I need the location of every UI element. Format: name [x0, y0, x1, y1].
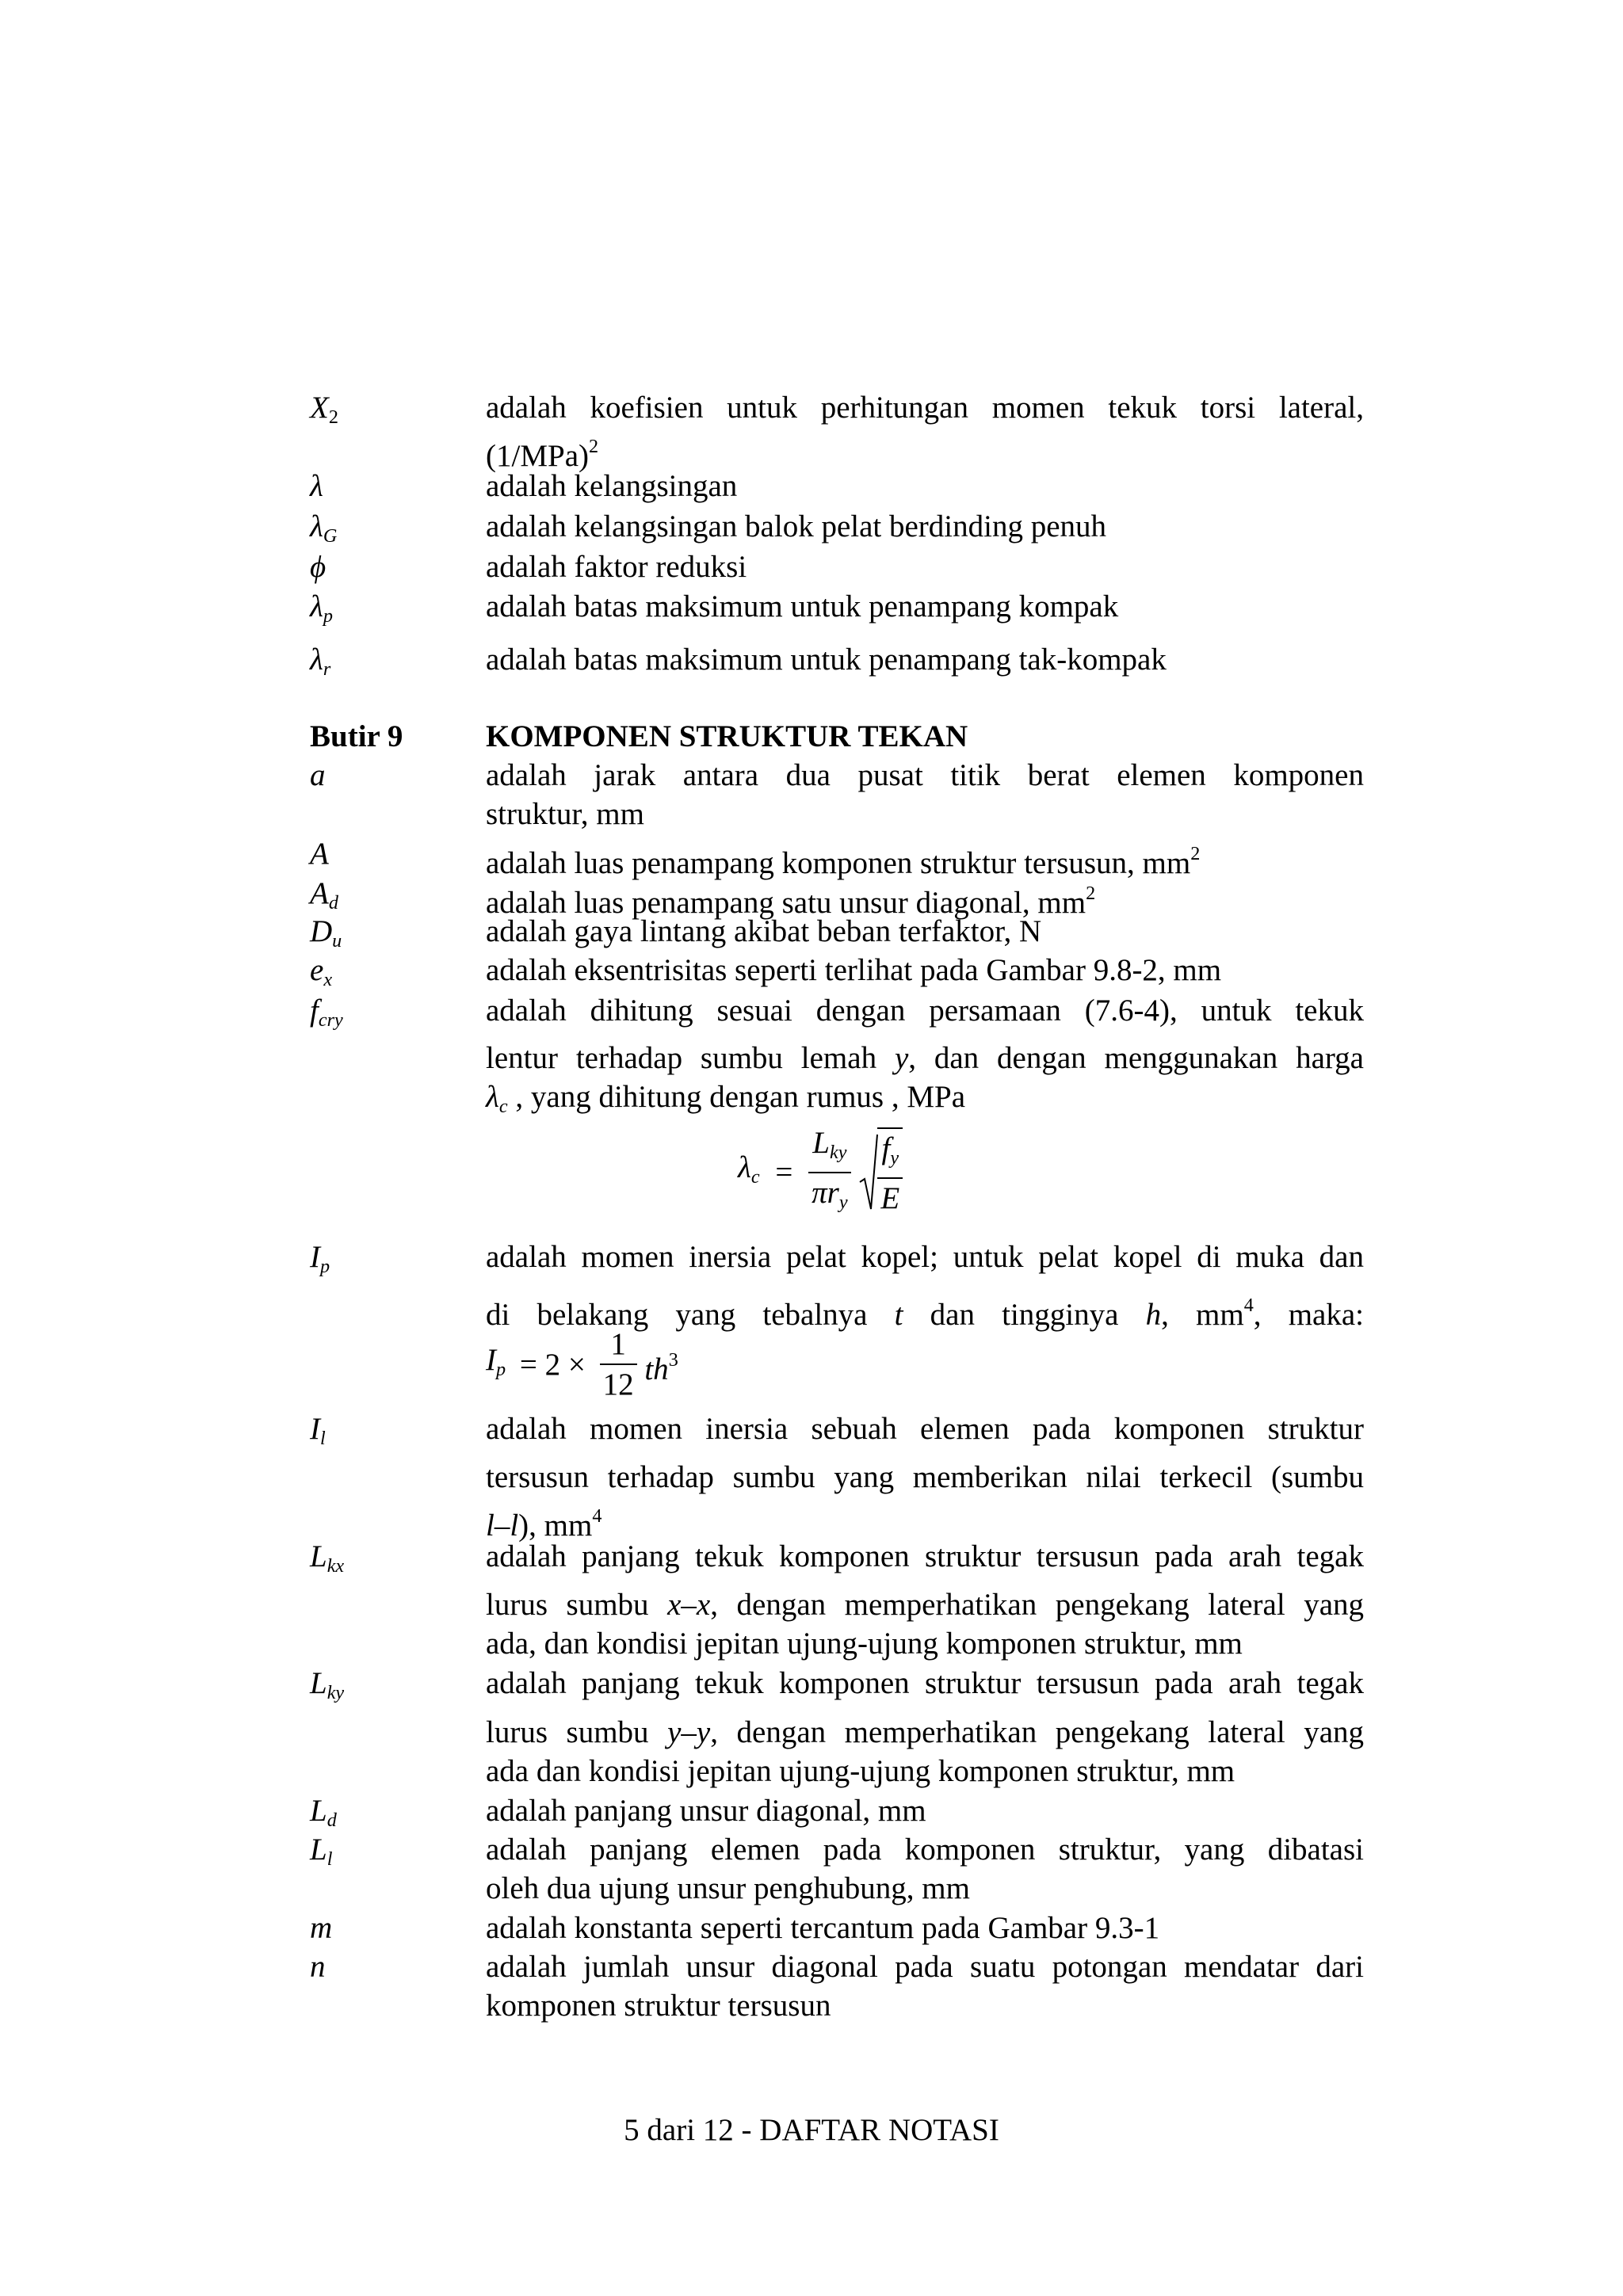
radical-sign-icon [858, 1133, 879, 1212]
equation-lambda-c-lhs: $\lambda_c$ [738, 1150, 760, 1188]
description-fcry: adalah dihitung sesuai dengan persamaan (7.6-4), untuk tekuk [486, 994, 1364, 1028]
equation-Ip-fraction: $\frac{1}{12}$ [600, 1325, 637, 1404]
description-lambda-p: adalah batas maksimum untuk penampang kompak [486, 589, 1119, 624]
symbol-phi: ϕ [310, 550, 327, 584]
description-Lkx: adalah panjang tekuk komponen struktur tersusun pada arah tegak [486, 1539, 1364, 1573]
section-title: KOMPONEN STRUKTUR TEKAN [486, 719, 968, 753]
symbol-m: m [310, 1911, 333, 1945]
description-ex: adalah eksentrisitas seperti terlihat pada Gambar 9.8-2, mm [486, 953, 1222, 987]
equation-square-root: $\frac{f_y}{E}$ [858, 1127, 903, 1218]
equation-Ip-rhs: $th^3$ [644, 1348, 678, 1386]
equation-Ip-lhs: $I_p$ [486, 1342, 506, 1380]
description-phi: adalah faktor reduksi [486, 550, 747, 584]
description-Lky: adalah panjang tekuk komponen struktur tersusun pada arah tegak [486, 1666, 1364, 1700]
description-n: adalah jumlah unsur diagonal pada suatu potongan mendatar dari komponen struktur tersusun [486, 1950, 1364, 2023]
symbol-fcry: $f_{cry}$ [310, 994, 343, 1031]
description-Ld: adalah panjang unsur diagonal, mm [486, 1794, 926, 1828]
symbol-x2: $X_2$ [310, 391, 338, 428]
description-fcry-cont: lentur terhadap sumbu lemah y, dan dengan menggunakan harga $\lambda_c$ , yang dihitung dengan rumus , MPa [486, 1041, 1364, 1117]
symbol-n: n [310, 1950, 326, 1984]
symbol-Du: $D_u$ [310, 914, 342, 952]
description-Il: adalah momen inersia sebuah elemen pada komponen struktur [486, 1412, 1364, 1446]
section-label: Butir 9 [310, 719, 403, 753]
symbol-Ad: $A_d$ [310, 876, 338, 913]
symbol-lambda-p: $\lambda_p$ [310, 589, 333, 627]
description-Du: adalah gaya lintang akibat beban terfaktor, N [486, 914, 1042, 948]
symbol-lambda-g: $\lambda_G$ [310, 509, 338, 547]
symbol-Il: $I_l$ [310, 1412, 326, 1449]
description-a: adalah jarak antara dua pusat titik berat elemen komponen struktur, mm [486, 758, 1364, 831]
description-Ll: adalah panjang elemen pada komponen struktur, yang dibatasi oleh dua ujung unsur penghubung, mm [486, 1833, 1364, 1905]
symbol-Ip: $I_p$ [310, 1240, 330, 1277]
description-lambda-g: adalah kelangsingan balok pelat berdinding penuh [486, 509, 1107, 543]
description-Ip-cont: di belakang yang tebalnya t dan tingginya h, $mm^4$, maka: [486, 1295, 1364, 1332]
description-m: adalah konstanta seperti tercantum pada Gambar 9.3-1 [486, 1911, 1160, 1945]
description-Lky-cont: lurus sumbu y–y, dengan memperhatikan pengekang lateral yang ada dan kondisi jepitan ujung-ujung komponen struktur, mm [486, 1715, 1365, 1788]
equation-Ip-operator: = 2 × [519, 1347, 586, 1382]
description-Ip: adalah momen inersia pelat kopel; untuk pelat kopel di muka dan [486, 1240, 1364, 1274]
description-x2: adalah koefisien untuk perhitungan momen tekuk torsi lateral, $(1/MPa)^2$ [486, 391, 1364, 473]
description-A: adalah luas penampang komponen struktur tersusun, $mm^2$ [486, 843, 1201, 880]
symbol-lambda: λ [310, 469, 323, 503]
symbol-Lkx: $L_{kx}$ [310, 1539, 345, 1577]
symbol-lambda-r: $\lambda_r$ [310, 643, 331, 680]
equation-equals: = [775, 1155, 793, 1190]
symbol-Ll: $L_l$ [310, 1833, 333, 1870]
symbol-Ld: $L_d$ [310, 1794, 337, 1831]
equation-fraction: $\frac{L_{ky}}{\pi r_y}$ [808, 1123, 850, 1222]
description-lambda: adalah kelangsingan [486, 469, 738, 503]
page-footer: 5 dari 12 - DAFTAR NOTASI [624, 2113, 999, 2147]
symbol-Lky: $L_{ky}$ [310, 1666, 345, 1703]
description-Il-cont: tersusun terhadap sumbu yang memberikan nilai terkecil (sumbu l–l), $mm^4$ [486, 1460, 1364, 1543]
description-Ad: adalah luas penampang satu unsur diagonal, $mm^2$ [486, 883, 1096, 920]
description-lambda-r: adalah batas maksimum untuk penampang tak-kompak [486, 643, 1167, 677]
symbol-A: A [310, 837, 329, 871]
description-Lkx-cont: lurus sumbu x–x, dengan memperhatikan pengekang lateral yang ada, dan kondisi jepitan ujung-ujung komponen struktur, mm [486, 1588, 1365, 1661]
symbol-ex: $e_x$ [310, 953, 333, 990]
symbol-a: a [310, 758, 326, 792]
